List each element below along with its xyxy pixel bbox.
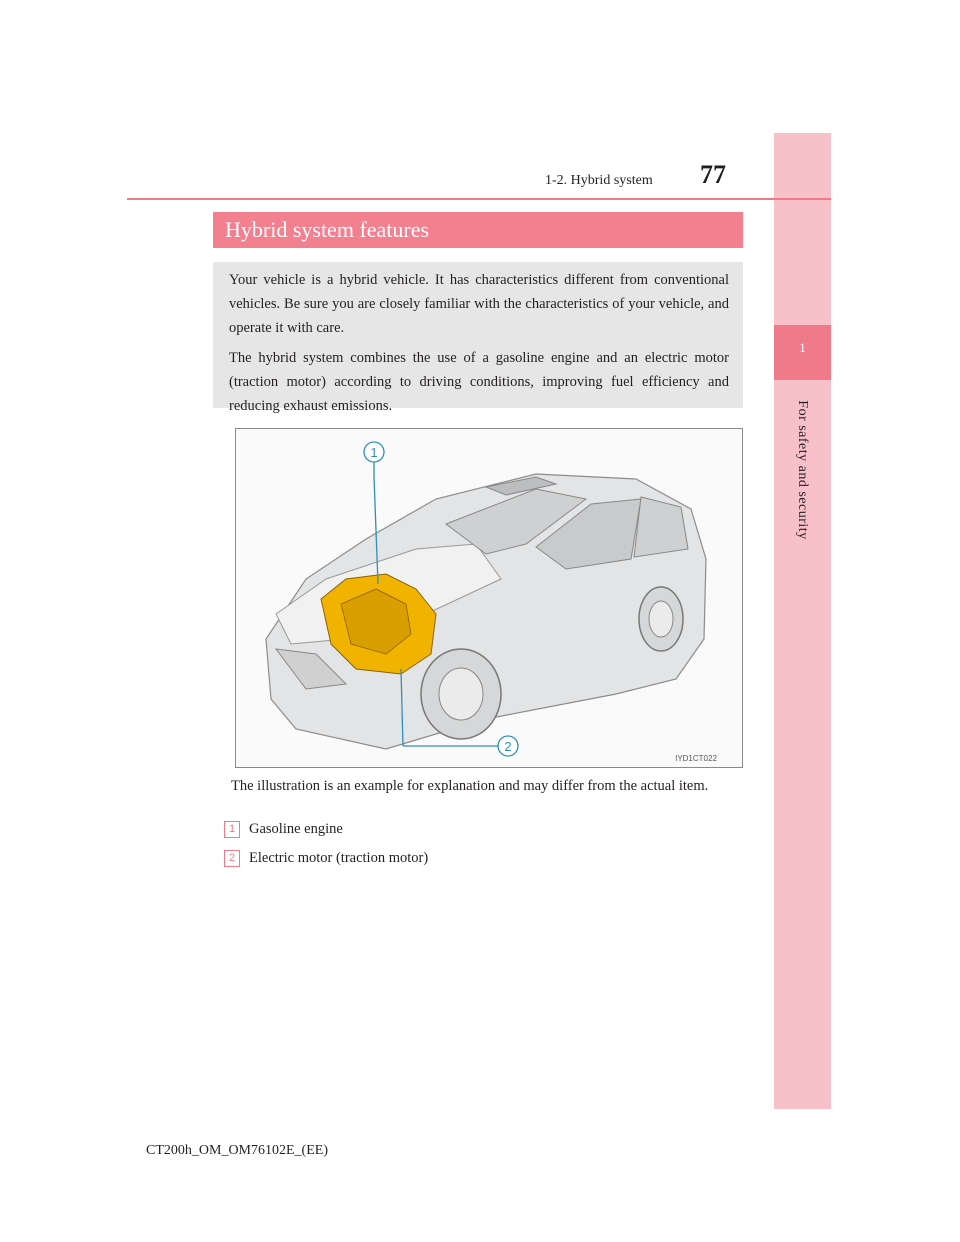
item-number: 1: [224, 821, 240, 838]
page-number: 77: [700, 160, 726, 189]
chapter-number: 1: [799, 340, 806, 355]
intro-paragraph: The hybrid system combines the use of a gasoline engine and an electric motor (traction motor) according to driving conditions, improving fuel efficiency and reducing exhaust emissions.: [229, 350, 729, 414]
footer-code: CT200h_OM_OM76102E_(EE): [146, 1143, 328, 1158]
chapter-title: For safety and security: [795, 400, 810, 540]
header-rule: [127, 198, 831, 200]
callout-2-label: 2: [504, 739, 512, 754]
running-head: 1-2. Hybrid system: [545, 173, 653, 188]
intro-box: [213, 262, 743, 414]
figure-caption: The illustration is an example for explanation and may differ from the actual item.: [231, 778, 709, 794]
car-drawing: [236, 429, 742, 767]
section-title: Hybrid system features: [213, 212, 743, 248]
list-item: [224, 821, 343, 838]
hybrid-car-illustration: [235, 428, 743, 768]
item-label: Electric motor (traction motor): [249, 850, 429, 866]
chapter-side-tab: [774, 133, 831, 1109]
intro-paragraph: Your vehicle is a hybrid vehicle. It has characteristics different from conventional vehicles. Be sure you are closely familiar with the characteristics of your vehicle, and operate it with care.: [229, 272, 729, 336]
image-code: IYD1CT022: [675, 754, 717, 763]
callout-1-label: 1: [370, 445, 378, 460]
list-item: [224, 850, 428, 867]
item-number: 2: [224, 850, 240, 867]
item-label: Gasoline engine: [249, 821, 343, 837]
